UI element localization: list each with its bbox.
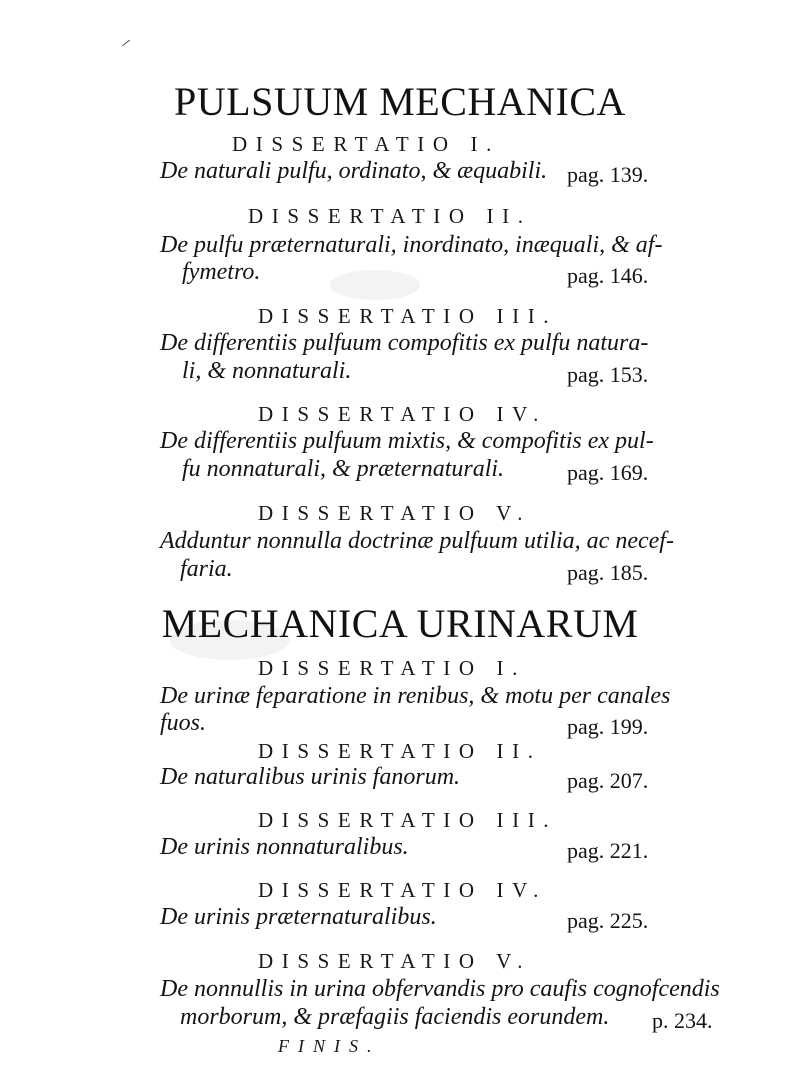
dissertation-title-line: fuos.: [160, 710, 207, 736]
page-reference: pag. 221.: [567, 838, 649, 863]
dissertation-title-line: De pulfu præternaturali, inordinato, inæquali, & af-: [160, 232, 663, 258]
dissertation-title-line: De urinæ feparatione in renibus, & motu per canales: [160, 683, 671, 709]
dissertation-heading: DISSERTATIO II.: [248, 204, 532, 228]
dissertation-heading: DISSERTATIO III.: [258, 304, 558, 328]
dissertation-heading: DISSERTATIO V.: [258, 949, 532, 973]
page-reference: p. 234.: [652, 1008, 713, 1033]
dissertation-heading: DISSERTATIO I.: [232, 132, 500, 156]
dissertation-title-line: De differentiis pulfuum compofitis ex pulfu natura-: [160, 330, 649, 356]
dissertation-title-line: faria.: [180, 556, 233, 582]
page-reference: pag. 199.: [567, 714, 649, 739]
page-reference: pag. 225.: [567, 908, 649, 933]
dissertation-title-line: De urinis præternaturalibus.: [160, 904, 437, 930]
dissertation-title-line: De nonnullis in urina obfervandis pro caufis cognofcendis: [160, 976, 720, 1002]
dissertation-title-line: fymetro.: [182, 259, 261, 285]
page-reference: pag. 207.: [567, 768, 649, 793]
dissertation-heading: DISSERTATIO V.: [258, 501, 532, 525]
page-reference: pag. 185.: [567, 560, 649, 585]
dissertation-title-line: li, & nonnaturali.: [182, 358, 352, 384]
dissertation-title-line: De urinis nonnaturalibus.: [160, 834, 409, 860]
dissertation-heading: DISSERTATIO IV.: [258, 878, 548, 902]
dissertation-heading: DISSERTATIO IV.: [258, 402, 548, 426]
dissertation-title-line: De naturali pulfu, ordinato, & æquabili.: [160, 158, 548, 184]
page-reference: pag. 169.: [567, 460, 649, 485]
page-reference: pag. 139.: [567, 162, 649, 187]
dissertation-title-line: Adduntur nonnulla doctrinæ pulfuum utilia, ac necef-: [160, 528, 674, 554]
page-reference: pag. 146.: [567, 263, 649, 288]
paper-stain: [330, 270, 420, 300]
dissertation-title-line: De differentiis pulfuum mixtis, & compofitis ex pul-: [160, 428, 654, 454]
corner-mark-icon: [122, 40, 130, 46]
finis-mark: FINIS.: [278, 1036, 381, 1056]
section-title-urinarum: MECHANICA URINARUM: [161, 601, 639, 646]
dissertation-heading: DISSERTATIO III.: [258, 808, 558, 832]
page-reference: pag. 153.: [567, 362, 649, 387]
dissertation-title-line: fu nonnaturali, & præternaturali.: [182, 456, 505, 482]
dissertation-title-line: De naturalibus urinis fanorum.: [160, 764, 461, 790]
section-title-pulsuum: PULSUUM MECHANICA: [174, 79, 626, 124]
dissertation-heading: DISSERTATIO II.: [258, 739, 542, 763]
dissertation-heading: DISSERTATIO I.: [258, 656, 526, 680]
dissertation-title-line: morborum, & præfagiis faciendis eorundem.: [180, 1004, 610, 1030]
